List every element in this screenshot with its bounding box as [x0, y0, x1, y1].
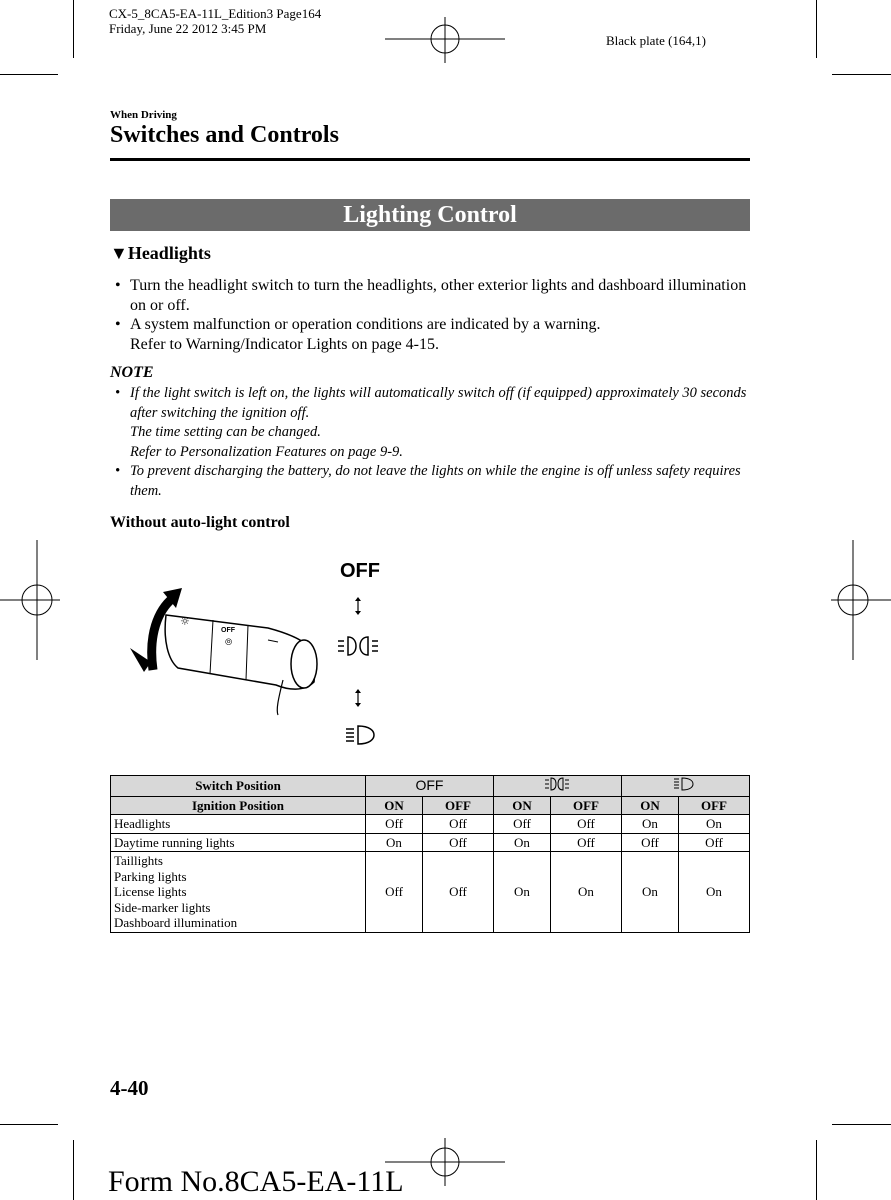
row-label-line: Dashboard illumination [114, 915, 238, 930]
table-cell: On [678, 852, 749, 933]
table-row [111, 815, 750, 834]
registration-mark-icon [0, 540, 60, 660]
crop-mark-line [832, 74, 891, 75]
print-header-line1: CX-5_8CA5-EA-11L_Edition3 Page164 [109, 6, 322, 21]
table-cell: Off [366, 852, 423, 933]
header-cell: ON [493, 796, 550, 815]
page-number: 4-40 [110, 1076, 149, 1100]
header-cell: ON [621, 796, 678, 815]
header-cell: OFF [423, 796, 494, 815]
bullet-text-extra: Refer to Warning/Indicator Lights on page 4-15. [130, 335, 439, 353]
crop-mark-line [0, 74, 58, 75]
note-text: If the light switch is left on, the lights will automatically switch off (if equipped) approximately 30 seconds after switching the ignition off. [130, 385, 747, 421]
table-header-row [111, 776, 750, 797]
table-cell: Off [493, 815, 550, 834]
row-label-line: License lights [114, 884, 187, 899]
header-cell: OFF [366, 776, 494, 797]
table-cell: Off [423, 852, 494, 933]
table-cell: Off [550, 833, 621, 852]
bullet-text: Turn the headlight switch to turn the headlights, other exterior lights and dashboard illumination on or off. [130, 277, 747, 314]
title-rule [110, 158, 750, 161]
subheading-headlights: ▼Headlights [110, 243, 211, 263]
table-cell: On [493, 833, 550, 852]
svg-text:⦾: ⦾ [225, 638, 233, 648]
table-cell: On [493, 852, 550, 933]
svg-text:☼: ☼ [180, 615, 190, 628]
light-switch-illustration [118, 580, 398, 755]
header-cell: OFF [550, 796, 621, 815]
subheading-without-auto-light: Without auto-light control [110, 514, 290, 531]
crop-mark-line [73, 1140, 74, 1200]
note-text: To prevent discharging the battery, do not leave the lights on while the engine is off unless safety requires them. [130, 463, 741, 499]
headlight-icon [346, 726, 374, 744]
print-header [109, 6, 321, 36]
note-item [130, 384, 750, 462]
plate-label: Black plate (164,1) [606, 33, 706, 48]
row-label: Daytime running lights [111, 833, 366, 852]
table-row [111, 833, 750, 852]
header-cell-parking-icon [493, 776, 621, 797]
lighting-table [110, 775, 750, 933]
table-cell: Off [423, 815, 494, 834]
table-cell: On [621, 852, 678, 933]
crop-mark-line [0, 1124, 58, 1125]
table-cell: Off [678, 833, 749, 852]
header-cell: ON [366, 796, 423, 815]
parking-light-icon [545, 777, 569, 791]
header-cell: Switch Position [111, 776, 366, 797]
header-cell: OFF [678, 796, 749, 815]
note-text: Refer to Personalization Features on page 9-9. [130, 443, 403, 460]
table-cell: Off [550, 815, 621, 834]
registration-mark-icon [385, 17, 505, 63]
print-header-line2: Friday, June 22 2012 3:45 PM [109, 21, 267, 36]
table-cell: On [621, 815, 678, 834]
bullet-list [110, 276, 750, 354]
note-title: NOTE [110, 364, 154, 381]
table-subheader-row [111, 796, 750, 815]
chapter-title: Switches and Controls [110, 122, 339, 148]
bullet-item [130, 315, 750, 354]
parking-light-icon [338, 637, 378, 655]
crop-mark-line [832, 1124, 891, 1125]
off-position-label: OFF [340, 560, 380, 582]
note-list [110, 384, 750, 501]
crop-mark-line [73, 0, 74, 58]
note-text: The time setting can be changed. [130, 424, 321, 440]
table-cell: On [366, 833, 423, 852]
table-cell: Off [621, 833, 678, 852]
registration-mark-icon [831, 540, 891, 660]
row-label-line: Taillights [114, 853, 163, 868]
table-cell: Off [423, 833, 494, 852]
table-cell: Off [366, 815, 423, 834]
crop-mark-line [816, 1140, 817, 1200]
header-cell: Ignition Position [111, 796, 366, 815]
header-cell-headlight-icon [621, 776, 749, 797]
headlight-icon [674, 777, 696, 791]
row-label-line: Side-marker lights [114, 899, 211, 915]
table-row [111, 852, 750, 933]
table-cell: On [550, 852, 621, 933]
row-label: Headlights [111, 815, 366, 834]
table-cell: On [678, 815, 749, 834]
form-number: Form No.8CA5-EA-11L [108, 1165, 404, 1198]
bullet-text: A system malfunction or operation conditions are indicated by a warning. [130, 316, 601, 333]
section-label: When Driving [110, 109, 177, 121]
stalk-off-text: OFF [221, 627, 235, 634]
section-banner: Lighting Control [110, 199, 750, 231]
row-label [111, 852, 366, 933]
row-label-line: Parking lights [114, 868, 187, 884]
note-item [130, 462, 750, 501]
crop-mark-line [816, 0, 817, 58]
bullet-item [130, 276, 750, 315]
